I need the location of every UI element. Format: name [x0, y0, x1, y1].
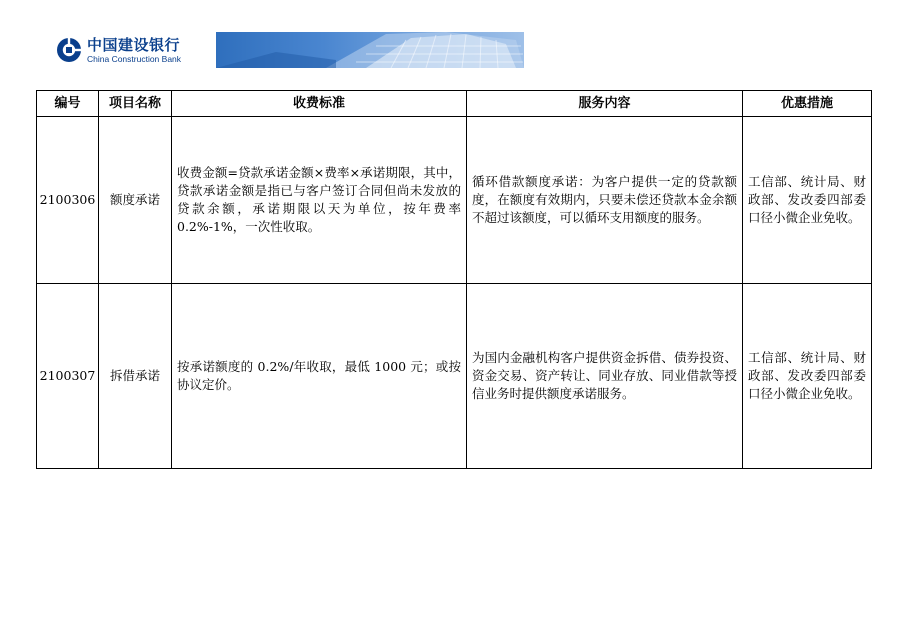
table-header-row — [37, 91, 872, 117]
header-service-content: 服务内容 — [467, 91, 743, 117]
building-photo — [216, 32, 524, 68]
header-id: 编号 — [37, 91, 99, 117]
cell-discount: 工信部、统计局、财政部、发改委四部委口径小微企业免收。 — [743, 117, 872, 284]
cell-id: 2100306 — [37, 117, 99, 284]
bank-logo — [54, 32, 216, 68]
ccb-logo-icon — [56, 37, 82, 63]
header-discount: 优惠措施 — [743, 91, 872, 117]
header-fee-standard: 收费标准 — [172, 91, 467, 117]
cell-discount: 工信部、统计局、财政部、发改委四部委口径小微企业免收。 — [743, 284, 872, 469]
header-item-name: 项目名称 — [99, 91, 172, 117]
bank-name-en: China Construction Bank — [87, 53, 182, 64]
bank-header-banner — [54, 32, 524, 68]
table-row — [37, 117, 872, 284]
fee-table — [36, 90, 872, 469]
bank-name-cn: 中国建设银行 — [87, 35, 181, 54]
cell-fee-standard: 按承诺额度的 0.2%/年收取，最低 1000 元；或按协议定价。 — [172, 284, 467, 469]
cell-id: 2100307 — [37, 284, 99, 469]
cell-item-name: 拆借承诺 — [99, 284, 172, 469]
cell-service-content: 循环借款额度承诺：为客户提供一定的贷款额度，在额度有效期内，只要未偿还贷款本金余额不超过该额度，可以循环支用额度的服务。 — [467, 117, 743, 284]
cell-service-content: 为国内金融机构客户提供资金拆借、债券投资、资金交易、资产转让、同业存放、同业借款等授信业务时提供额度承诺服务。 — [467, 284, 743, 469]
table-row — [37, 284, 872, 469]
cell-item-name: 额度承诺 — [99, 117, 172, 284]
cell-fee-standard: 收费金额=贷款承诺金额×费率×承诺期限，其中，贷款承诺金额是指已与客户签订合同但尚未发放的贷款余额，承诺期限以天为单位，按年费率 0.2%-1%，一次性收取。 — [172, 117, 467, 284]
